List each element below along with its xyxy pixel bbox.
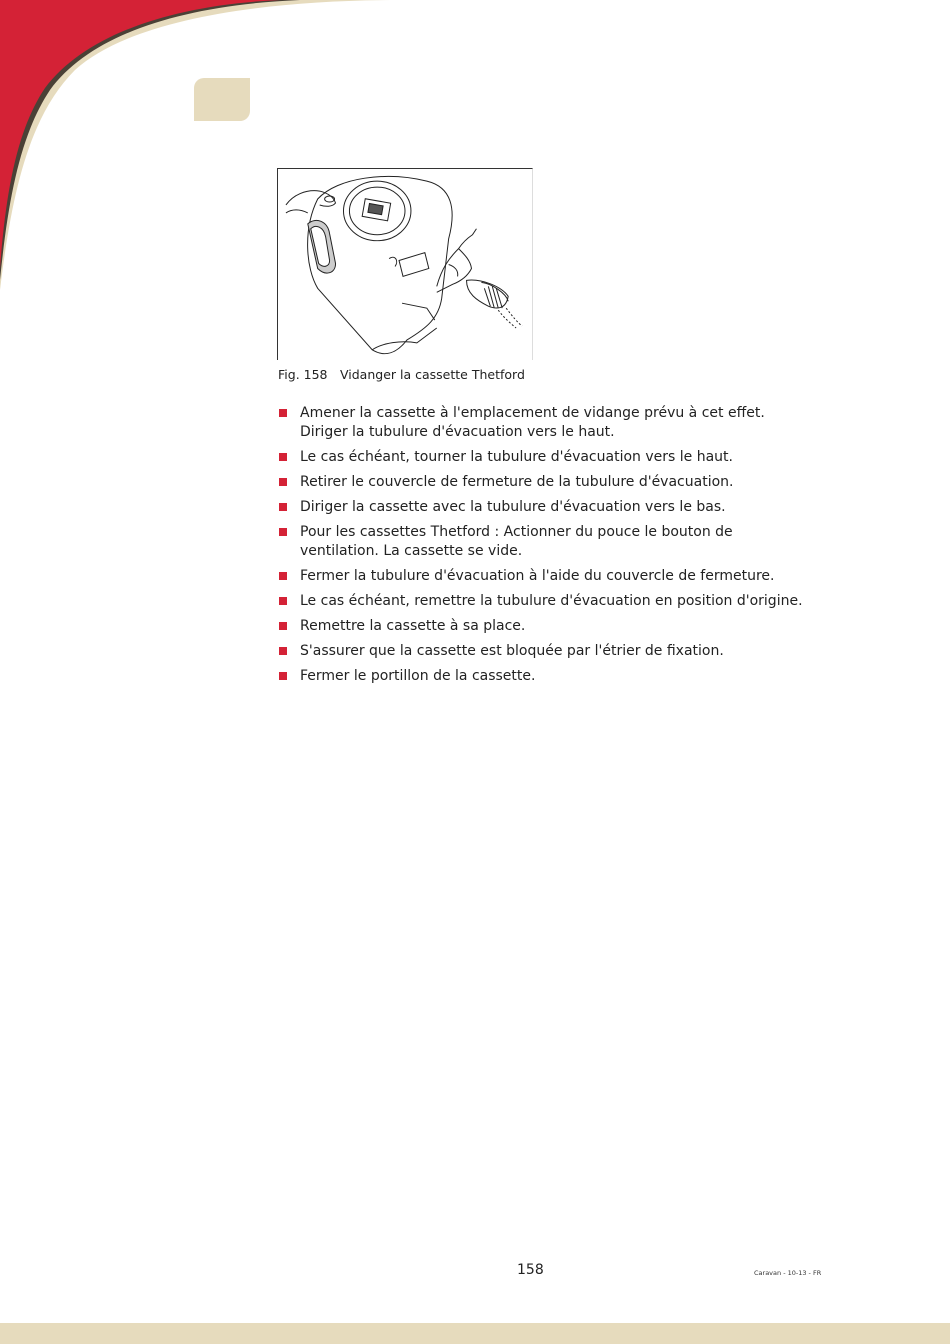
page-number: 158 [517,1262,544,1278]
instruction-item [278,617,808,636]
chapter-tab [194,78,250,121]
instruction-item [278,567,808,586]
instruction-item [278,448,808,467]
bullet-square-icon [279,622,287,630]
bullet-square-icon [279,503,287,511]
instruction-text: Pour les cassettes Thetford : Actionner du pouce le bouton de ventilation. La cassette se vide. [300,524,733,559]
instruction-item [278,523,808,561]
cassette-drawing [278,169,532,360]
figure-caption [278,367,525,382]
instruction-text: Fermer le portillon de la cassette. [300,668,536,684]
instruction-text: S'assurer que la cassette est bloquée par l'étrier de fixation. [300,643,724,659]
document-id: Caravan - 10-13 - FR [754,1269,822,1277]
bullet-square-icon [279,478,287,486]
instruction-text: Diriger la cassette avec la tubulure d'évacuation vers le bas. [300,499,726,515]
figure-number: Fig. 158 [278,367,328,382]
figure-caption-text: Vidanger la cassette Thetford [340,367,525,382]
bullet-square-icon [279,528,287,536]
bullet-square-icon [279,672,287,680]
instruction-text: Le cas échéant, remettre la tubulure d'évacuation en position d'origine. [300,593,803,609]
instruction-text: Amener la cassette à l'emplacement de vidange prévu à cet effet. Diriger la tubulure d'évacuation vers le haut. [300,405,765,440]
instruction-item [278,592,808,611]
instruction-item [278,498,808,517]
instruction-item [278,667,808,686]
instruction-text: Fermer la tubulure d'évacuation à l'aide du couvercle de fermeture. [300,568,775,584]
figure-cassette-illustration [277,168,533,360]
bullet-square-icon [279,647,287,655]
bullet-square-icon [279,572,287,580]
instruction-list [278,404,808,692]
bullet-square-icon [279,409,287,417]
instruction-text: Le cas échéant, tourner la tubulure d'évacuation vers le haut. [300,449,733,465]
bullet-square-icon [279,597,287,605]
instruction-text: Remettre la cassette à sa place. [300,618,526,634]
footer-band [0,1323,950,1344]
instruction-item [278,473,808,492]
bullet-square-icon [279,453,287,461]
instruction-item [278,642,808,661]
instruction-item [278,404,808,442]
instruction-text: Retirer le couvercle de fermeture de la tubulure d'évacuation. [300,474,734,490]
